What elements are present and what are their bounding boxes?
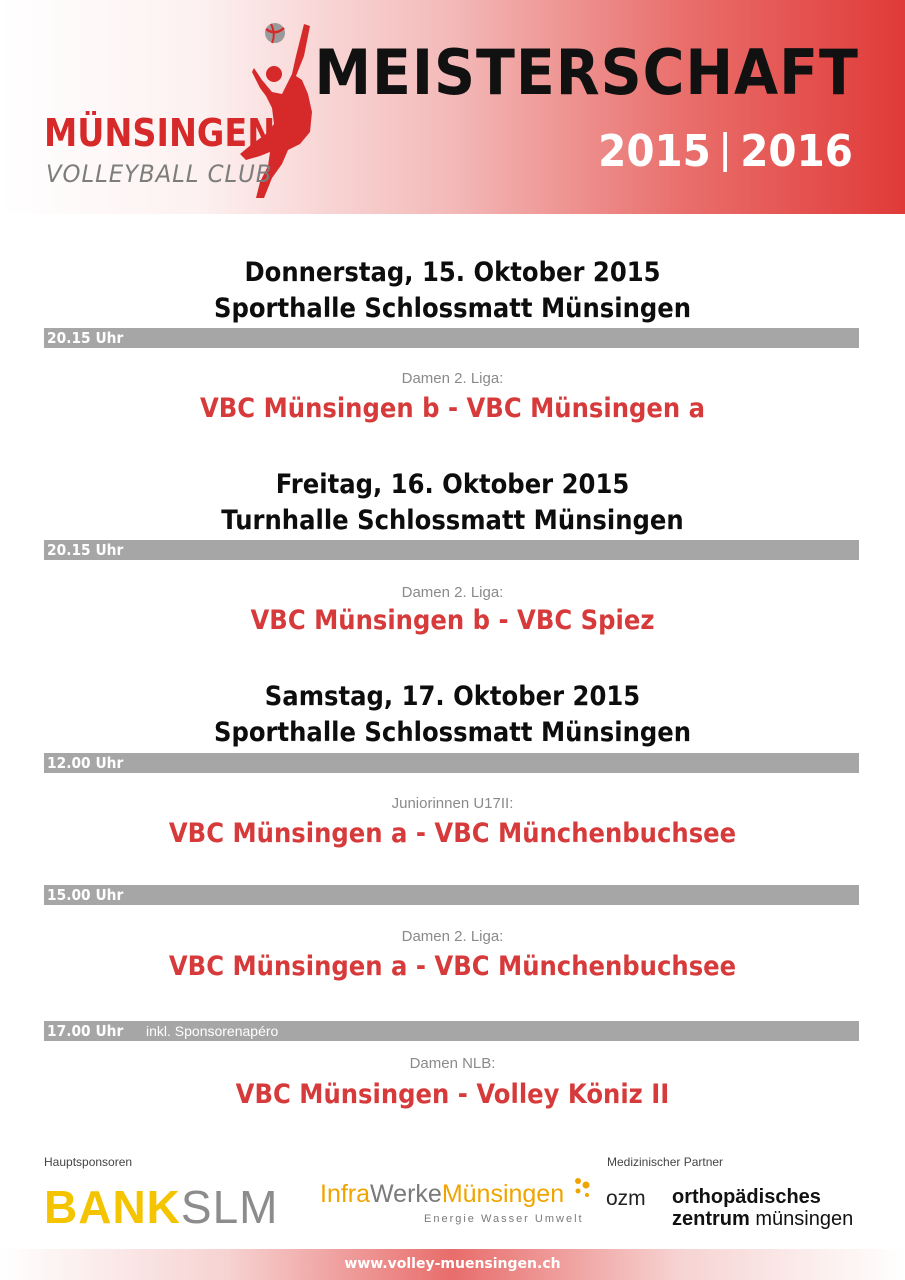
infrawerke-dots-icon (572, 1176, 594, 1200)
website-link[interactable]: www.volley-muensingen.ch (344, 1256, 561, 1272)
day-heading (45, 255, 860, 327)
day-venue: Sporthalle Schlossmatt Münsingen (213, 717, 692, 748)
day-venue: Sporthalle Schlossmatt Münsingen (213, 293, 692, 324)
season (598, 126, 853, 177)
ozm-logo: ozm (606, 1187, 646, 1210)
game-league: Juniorinnen U17II: (391, 795, 514, 812)
game-time: 17.00 Uhr (47, 1022, 124, 1040)
footer-bar (0, 1249, 905, 1280)
game-league: Damen NLB: (409, 1055, 496, 1072)
ortho-line2 (672, 1208, 853, 1231)
game-league: Damen 2. Liga: (401, 928, 504, 945)
game-match: VBC Münsingen b - VBC Münsingen a (199, 393, 706, 424)
day-venue: Turnhalle Schlossmatt Münsingen (221, 505, 684, 536)
game-match: VBC Münsingen - Volley Köniz II (235, 1079, 670, 1110)
bank-slm-part1: BANK (44, 1181, 181, 1233)
day-date: Freitag, 16. Oktober 2015 (275, 469, 630, 500)
day-date: Samstag, 17. Oktober 2015 (264, 681, 641, 712)
time-bar (44, 540, 859, 560)
season-divider (724, 132, 728, 172)
bank-slm-logo (44, 1181, 279, 1233)
ortho-line1: orthopädisches (672, 1186, 821, 1208)
time-bar (44, 885, 859, 905)
infra-part2: Werke (370, 1180, 442, 1208)
ortho-line2-bold: zentrum (672, 1208, 750, 1230)
club-logo (40, 10, 340, 205)
game-match: VBC Münsingen a - VBC Münchenbuchsee (168, 818, 737, 849)
game-league: Damen 2. Liga: (401, 584, 504, 601)
day-date: Donnerstag, 15. Oktober 2015 (244, 257, 661, 288)
infrawerke-tagline: Energie Wasser Umwelt (424, 1213, 584, 1225)
game-league: Damen 2. Liga: (401, 370, 504, 387)
game-time: 20.15 Uhr (47, 541, 124, 559)
medical-partner-label: Medizinischer Partner (607, 1155, 724, 1169)
season-end: 2016 (740, 126, 853, 177)
infrawerke-logo (320, 1180, 564, 1208)
day-heading (45, 679, 860, 751)
game-time: 20.15 Uhr (47, 329, 124, 347)
ortho-line2-regular: münsingen (749, 1208, 854, 1230)
game-match: VBC Münsingen b - VBC Spiez (250, 605, 655, 636)
infra-part1: Infra (320, 1180, 371, 1208)
time-bar (44, 328, 859, 348)
game-match: VBC Münsingen a - VBC Münchenbuchsee (168, 951, 737, 982)
game-note: inkl. Sponsorenapéro (146, 1023, 279, 1039)
season-start: 2015 (598, 126, 711, 177)
game-time: 12.00 Uhr (47, 754, 124, 772)
main-sponsors-label: Hauptsponsoren (44, 1155, 133, 1169)
club-name: MÜNSINGEN (44, 111, 276, 155)
time-bar (44, 753, 859, 773)
day-heading (45, 467, 860, 539)
club-subtitle: VOLLEYBALL CLUB (46, 160, 273, 188)
bank-slm-part2: SLM (180, 1181, 279, 1233)
infra-part3: Münsingen (441, 1180, 565, 1208)
page-title: MEISTERSCHAFT (314, 36, 859, 109)
header-banner (0, 0, 905, 214)
time-bar (44, 1021, 859, 1041)
game-time: 15.00 Uhr (47, 886, 124, 904)
